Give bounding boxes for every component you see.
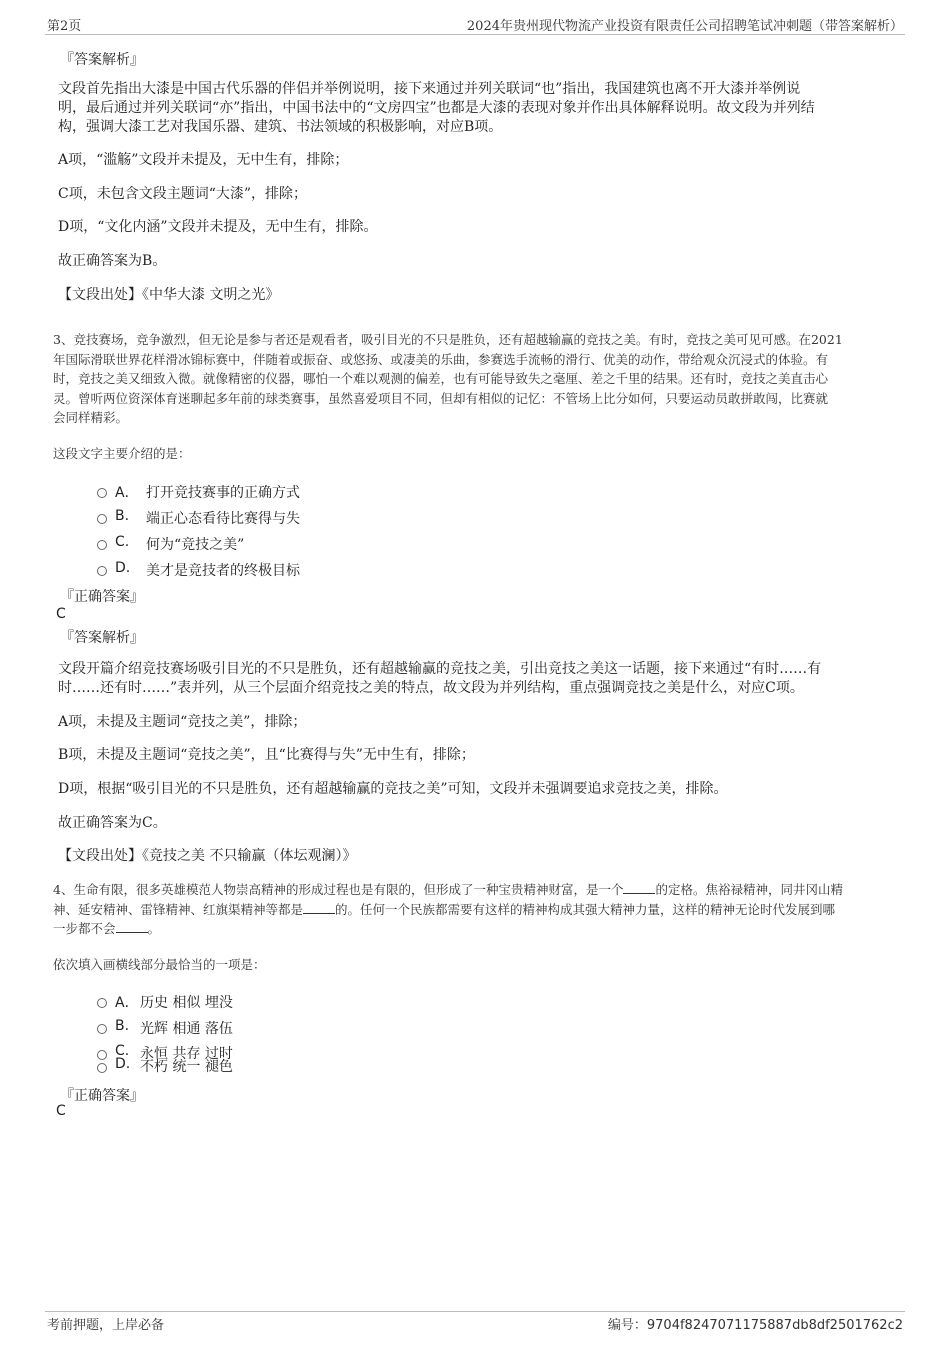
q3-stem-line: 会同样精彩。	[53, 410, 129, 425]
q3-option-a[interactable]	[95, 481, 495, 503]
option-text: 端正心态看待比赛得与失	[146, 511, 300, 527]
footer-slogan: 考前押题，上岸必备	[47, 1318, 165, 1333]
q4-answer: C	[56, 1103, 66, 1119]
q3-note-b: B项，未提及主题词“竞技之美”，且“比赛得与失”无中生有，排除；	[58, 747, 475, 763]
q2-note-c: C项，未包含文段主题词“大漆”，排除；	[58, 186, 308, 202]
q4-stem-line	[53, 880, 913, 900]
q3-answer: C	[56, 606, 66, 622]
q3-stem-line: 灵。曾听两位资深体育迷聊起多年前的球类赛事，虽然喜爱项目不同，但却有相似的记忆：不管场上比分如何，只要运动员敢拼敢闯，比赛就	[53, 390, 829, 406]
q4-answer-label: 『正确答案』	[60, 1088, 144, 1104]
q3-analysis-line: 文段开篇介绍竞技赛场吸引目光的不只是胜负，还有超越输赢的竞技之美，引出竞技之美这一话题，接下来通过“有时……有	[58, 661, 822, 677]
q3-source: 【文段出处】《竞技之美 不只输赢（体坛观澜）》	[58, 848, 357, 864]
q4-option-b[interactable]	[95, 1017, 495, 1039]
q3-answer-label: 『正确答案』	[60, 589, 144, 605]
q4-stem	[53, 880, 913, 939]
q3-note-d: D项，根据“吸引目光的不只是胜负，还有超越输赢的竞技之美”可知，文段并未强调要追求竞技之美，排除。	[58, 781, 728, 797]
q4-option-a[interactable]	[95, 991, 495, 1013]
option-key: A．	[115, 995, 139, 1011]
q4-prompt: 依次填入画横线部分最恰当的一项是：	[53, 957, 266, 972]
page-number: 第2页	[47, 19, 82, 34]
q3-note-a: A项，未提及主题词“竞技之美”，排除；	[58, 714, 307, 730]
radio-icon[interactable]	[97, 514, 107, 524]
option-key: D.	[115, 1056, 131, 1072]
option-key: A．	[115, 485, 139, 501]
q2-note-a: A项，“滥觞”文段并未提及，无中生有，排除；	[58, 152, 349, 168]
fill-blank	[303, 901, 335, 914]
q2-source: 【文段出处】《中华大漆 文明之光》	[58, 287, 280, 303]
radio-icon[interactable]	[97, 1024, 107, 1034]
q3-prompt: 这段文字主要介绍的是：	[53, 446, 191, 461]
document-id-code: 9704f8247071175887db8df2501762c2	[646, 1318, 903, 1333]
stem-text: 4、生命有限，很多英雄模范人物崇高精神的形成过程也是有限的，但形成了一种宝贵精神财富，是一个	[53, 882, 624, 897]
stem-text: 。	[147, 921, 161, 936]
q3-analysis-line: 时……还有时……”表并列，从三个层面介绍竞技之美的特点，故文段为并列结构，重点强调竞技之美是什么，对应C项。	[58, 680, 804, 696]
option-key: D.	[115, 560, 131, 576]
q3-option-c[interactable]	[95, 533, 495, 555]
option-key: B.	[115, 508, 130, 524]
document-id	[608, 1314, 903, 1333]
radio-icon[interactable]	[97, 1063, 107, 1073]
fill-blank	[623, 881, 655, 894]
q4-stem-line	[53, 919, 913, 939]
q3-stem-line: 3、竞技赛场，竞争激烈，但无论是参与者还是观看者，吸引目光的不只是胜负，还有超越输赢的竞技之美。有时，竞技之美可见可感。在2021	[53, 332, 843, 347]
option-key: B.	[115, 1018, 130, 1034]
option-text: 不朽 统一 褪色	[140, 1059, 233, 1075]
stem-text: 神、延安精神、雷锋精神、红旗渠精神等都是	[53, 901, 304, 917]
q2-analysis-line: 文段首先指出大漆是中国古代乐器的伴侣并举例说明，接下来通过并列关联词“也”指出，我国建筑也离不开大漆并举例说	[58, 81, 801, 97]
q3-analysis-text	[58, 660, 903, 698]
option-text: 永恒 共存 过时	[140, 1046, 233, 1062]
option-text: 打开竞技赛事的正确方式	[146, 485, 300, 501]
q3-stem-line: 年国际滑联世界花样滑冰锦标赛中，伴随着或振奋、或悠扬、或凄美的乐曲，参赛选手流畅的滑行、优美的动作，带给观众沉浸式的体验。有	[53, 351, 829, 367]
q3-option-b[interactable]	[95, 507, 495, 529]
document-title: 2024年贵州现代物流产业投资有限责任公司招聘笔试冲刺题（带答案解析）	[466, 19, 903, 34]
q3-stem	[53, 330, 908, 428]
q2-analysis-text	[58, 80, 903, 137]
q2-analysis-line: 构，强调大漆工艺对我国乐器、建筑、书法领域的积极影响，对应B项。	[58, 119, 503, 135]
q3-analysis-label: 『答案解析』	[60, 630, 144, 646]
q2-note-d: D项，“文化内涵”文段并未提及，无中生有，排除。	[58, 219, 378, 235]
option-text: 光辉 相通 落伍	[140, 1021, 233, 1037]
option-key: C.	[115, 1043, 130, 1059]
option-key: C.	[115, 534, 130, 550]
stem-text: 的定格。焦裕禄精神，同井冈山精	[655, 882, 843, 897]
radio-icon[interactable]	[97, 998, 107, 1008]
q4-stem-line	[53, 900, 913, 920]
radio-icon[interactable]	[97, 540, 107, 550]
radio-icon[interactable]	[97, 488, 107, 498]
q3-stem-line: 时，竞技之美又细致入微。就像精密的仪器，哪怕一个难以观测的偏差，也有可能导致失之毫厘、差之千里的结果。还有时，竞技之美直击心	[53, 371, 829, 386]
option-text: 何为“竞技之美”	[146, 537, 245, 553]
q3-conclusion: 故正确答案为C。	[58, 815, 167, 831]
footer-divider	[45, 1311, 905, 1312]
option-text: 美才是竞技者的终极目标	[146, 563, 300, 579]
q3-option-d[interactable]	[95, 559, 495, 581]
q2-conclusion: 故正确答案为B。	[58, 253, 167, 269]
q2-analysis-label: 『答案解析』	[60, 52, 144, 68]
q2-analysis-line: 明，最后通过并列关联词“亦”指出，中国书法中的“文房四宝”也都是大漆的表现对象并作出具体解释说明。故文段为并列结	[58, 100, 815, 116]
fill-blank	[116, 920, 148, 933]
q4-option-d[interactable]	[95, 1056, 495, 1076]
option-text: 历史 相似 埋没	[140, 995, 233, 1011]
header-divider	[45, 34, 905, 35]
stem-text: 一步都不会	[53, 921, 116, 936]
document-id-label: 编号：	[607, 1318, 647, 1333]
stem-text: 的。任何一个民族都需要有这样的精神构成其强大精神力量，这样的精神无论时代发展到哪	[335, 901, 836, 917]
radio-icon[interactable]	[97, 566, 107, 576]
